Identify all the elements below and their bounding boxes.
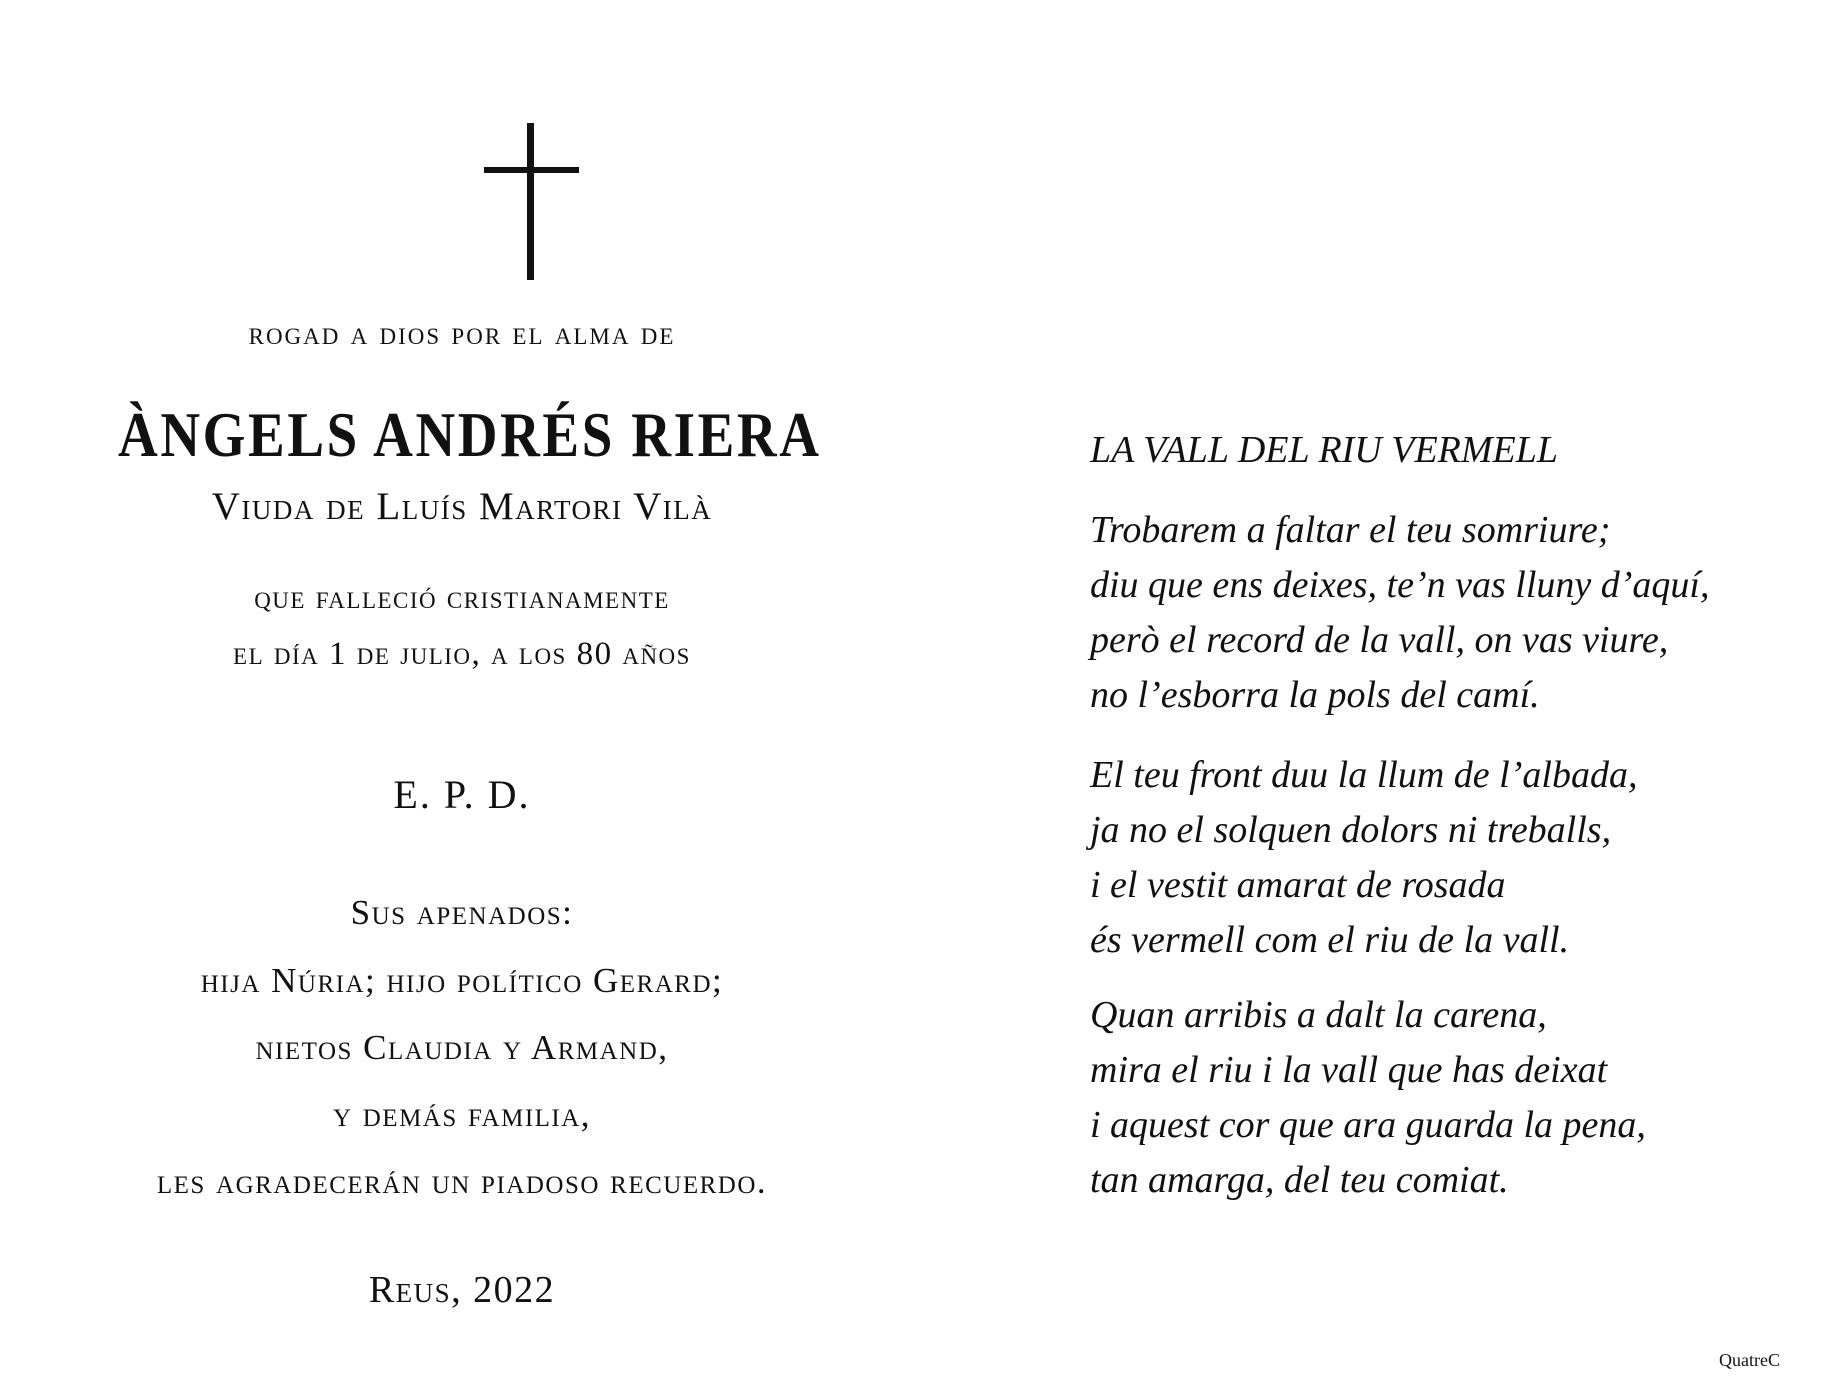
poem-verse: diu que ens deixes, te’n vas lluny d’aquí, (1090, 564, 1710, 606)
cross-horizontal-bar (484, 167, 579, 173)
printer-mark: QuatreC (1719, 1350, 1780, 1370)
poem-stanza (1090, 503, 1790, 723)
poem-stanza (1090, 988, 1790, 1208)
family-line: hija Núria; hijo político Gerard; (200, 961, 724, 1000)
right-panel-poem (1090, 0, 1790, 1394)
family-line: nietos Claudia y Armand, (255, 1028, 669, 1067)
family-line: les agradecerán un piadoso recuerdo. (156, 1162, 768, 1201)
poem-verse: és vermell com el riu de la vall. (1090, 919, 1570, 961)
widow-of-line: Viuda de Lluís Martori Vilà (211, 485, 713, 528)
poem-stanza (1090, 748, 1790, 968)
epd-abbreviation: E. P. D. (393, 772, 531, 817)
cross-vertical-bar (527, 123, 534, 280)
poem-verse: El teu front duu la llum de l’albada, (1090, 754, 1638, 796)
family-line: y demás familia, (332, 1095, 592, 1134)
poem-verse: ja no el solquen dolors ni treballs, (1090, 809, 1612, 851)
poem-verse: i el vestit amarat de rosada (1090, 864, 1506, 906)
latin-cross-icon (484, 123, 579, 280)
poem-verse: Quan arribis a dalt la carena, (1090, 994, 1547, 1036)
passed-away-line-2: el día 1 de julio, a los 80 años (233, 636, 691, 672)
poem-verse: tan amarga, del teu comiat. (1090, 1159, 1509, 1201)
poem-verse: mira el riu i la vall que has deixat (1090, 1049, 1608, 1091)
passed-away-line-1: que falleció cristianamente (254, 580, 670, 616)
poem-verse: Trobarem a faltar el teu somriure; (1090, 509, 1611, 551)
poem-verse: no l’esborra la pols del camí. (1090, 674, 1540, 716)
poem-verse: però el record de la vall, on vas viure, (1090, 619, 1669, 661)
poem-title: LA VALL DEL RIU VERMELL (1090, 429, 1559, 471)
place-and-year: Reus, 2022 (368, 1269, 556, 1311)
mourners-heading: Sus apenados: (350, 893, 574, 932)
deceased-name: ÀNGELS ANDRÉS RIERA (118, 399, 822, 470)
prayer-intro: rogad a dios por el alma de (248, 316, 676, 352)
poem-verse: i aquest cor que ara guarda la pena, (1090, 1104, 1646, 1146)
left-panel (62, 0, 862, 1394)
